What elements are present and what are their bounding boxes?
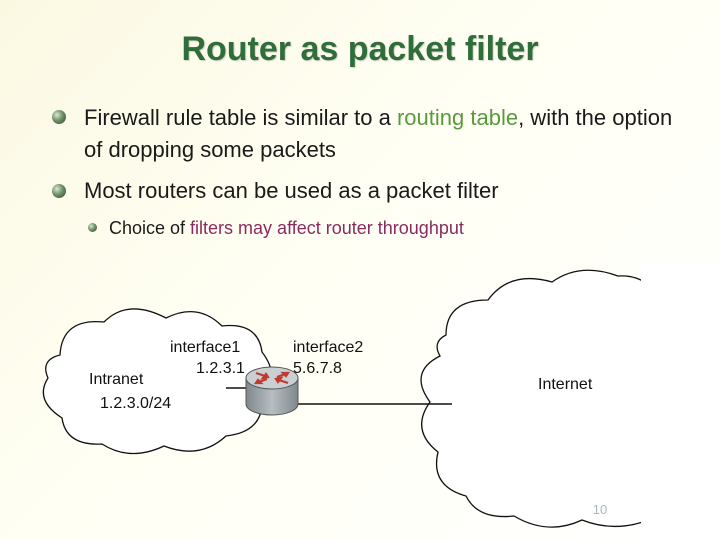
intranet-label: Intranet [89, 371, 144, 388]
slide-title: Router as packet filter [181, 30, 539, 68]
page-number: 10 [592, 502, 608, 517]
bullet-most-routers: Most routers can be used as a packet filter [84, 178, 499, 203]
interface2-ip: 5.6.7.8 [293, 360, 342, 377]
internet-cloud [421, 270, 660, 527]
router-icon [246, 367, 298, 415]
highlight-routing-table: routing table [396, 105, 519, 130]
interface1-ip: 1.2.3.1 [196, 360, 245, 377]
internet-label: Internet [538, 376, 593, 393]
bullet-text: Firewall rule table is similar to a [84, 105, 397, 130]
interface2-name: interface2 [293, 339, 364, 356]
interface1-name: interface1 [170, 339, 241, 356]
bullet-text: , with the option of dropping some packets [84, 105, 673, 162]
highlight-filters: filters may affect router throughput [190, 218, 464, 238]
intranet-cloud [43, 309, 272, 454]
subbullet-text: Choice of [109, 218, 191, 238]
intranet-subnet: 1.2.3.0/24 [100, 395, 172, 412]
cloud-edge-mask [641, 262, 720, 540]
